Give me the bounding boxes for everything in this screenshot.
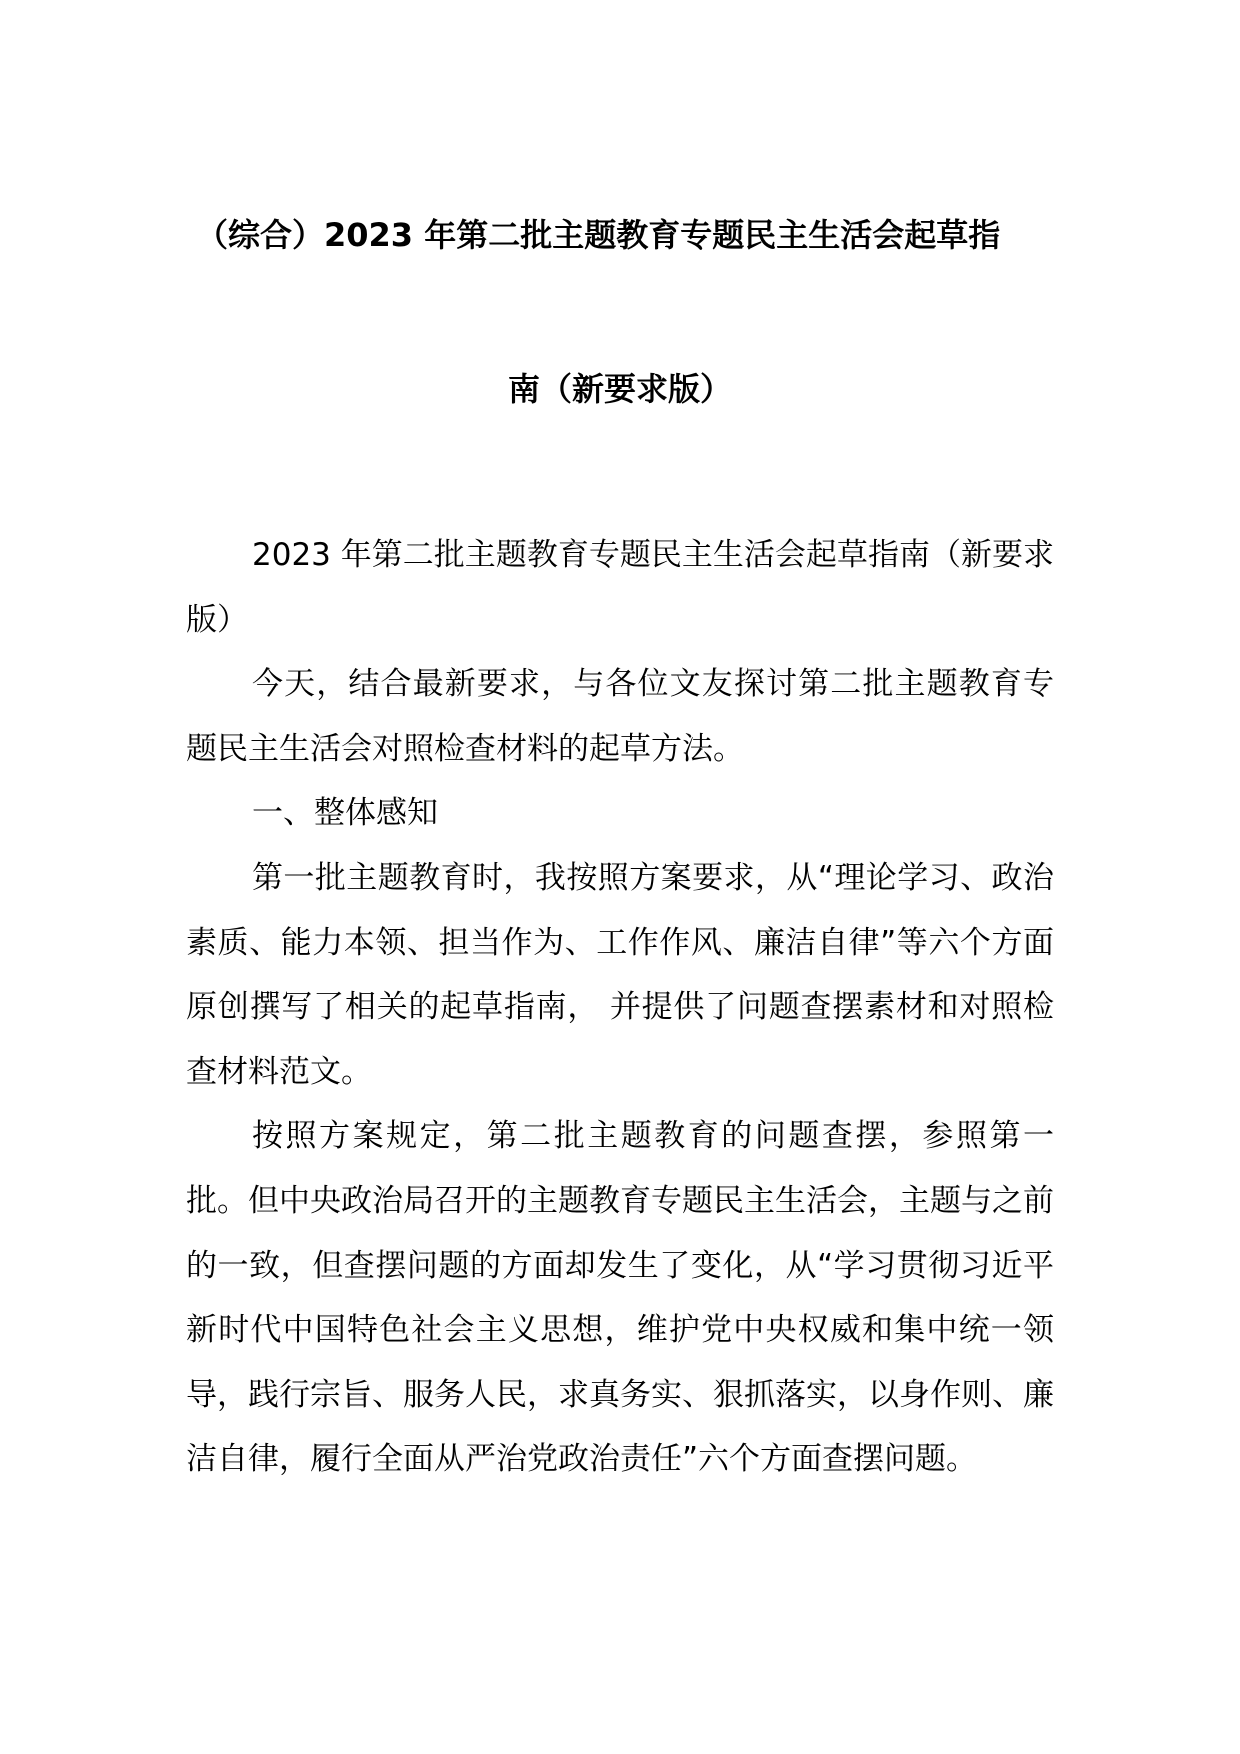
document-title-line-1: （综合）2023 年第二批主题教育专题民主生活会起草指 bbox=[196, 216, 1001, 254]
section-heading-overall: 一、整体感知 bbox=[252, 795, 438, 832]
paragraph-intro: 今天，结合最新要求，与各位文友探讨第二批主题教育专题民主生活会对照检查材料的起草方法。 bbox=[186, 666, 1054, 767]
paragraph-second-batch: 按照方案规定，第二批主题教育的问题查摆，参照第一批。但中央政治局召开的主题教育专题民主生活会，主题与之前的一致，但查摆问题的方面却发生了变化，从“学习贯彻习近平新时代中国特色社会主义思想，维护党中央权威和集中统一领导，践行宗旨、服务人民，求真务实、狠抓落实，以身作则、廉洁自律，履行全面从严治党政治责任”六个方面查摆问题。 bbox=[186, 1118, 1054, 1478]
paragraph-guide-title: 2023 年第二批主题教育专题民主生活会起草指南（新要求版） bbox=[186, 537, 1054, 638]
document-body bbox=[186, 523, 1054, 1492]
document-title-line-2: 南（新要求版） bbox=[507, 370, 732, 408]
paragraph-first-batch: 第一批主题教育时，我按照方案要求，从“理论学习、政治素质、能力本领、担当作为、工作作风、廉洁自律”等六个方面原创撰写了相关的起草指南， 并提供了问题查摆素材和对照检查材料范文。 bbox=[186, 859, 1054, 1090]
